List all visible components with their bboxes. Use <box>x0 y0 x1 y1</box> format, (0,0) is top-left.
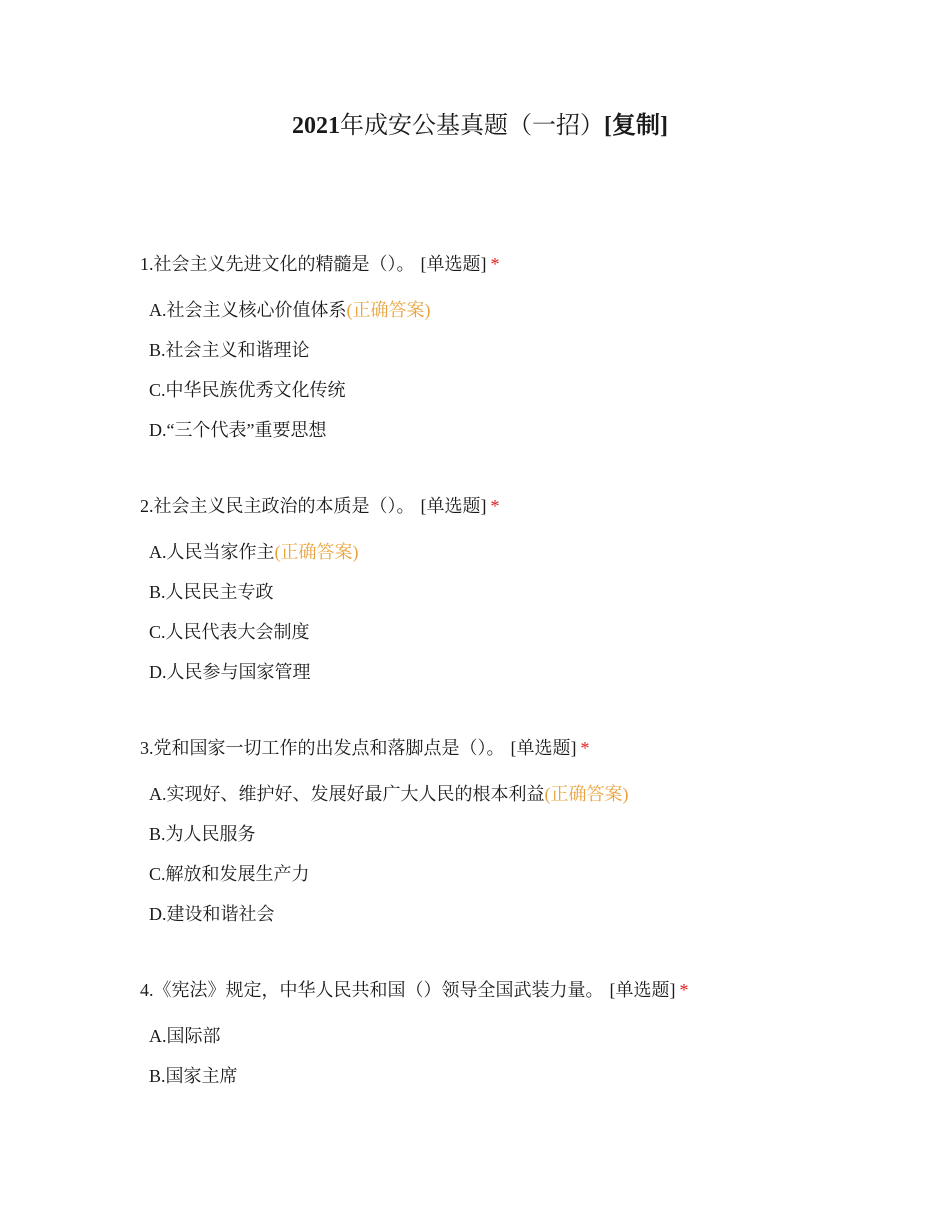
option-label: C.人民代表大会制度 <box>149 622 310 642</box>
required-asterisk: * <box>490 254 500 274</box>
question-type: [单选题] <box>420 496 487 516</box>
question-stem: 3.党和国家一切工作的出发点和落脚点是（）。 <box>140 738 505 758</box>
option-label: B.为人民服务 <box>149 824 256 844</box>
correct-answer-tag: (正确答案) <box>544 784 629 804</box>
question-type: [单选题] <box>420 254 487 274</box>
option-label: D.人民参与国家管理 <box>149 662 311 682</box>
document-title <box>0 110 950 142</box>
option-label: C.中华民族优秀文化传统 <box>149 380 346 400</box>
option-list <box>140 298 900 442</box>
option-label: B.社会主义和谐理论 <box>149 340 310 360</box>
option-c <box>149 378 900 402</box>
question-1 <box>140 252 900 442</box>
option-label: B.人民民主专政 <box>149 582 274 602</box>
correct-answer-tag: (正确答案) <box>346 300 431 320</box>
question-4 <box>140 978 900 1088</box>
question-stem: 1.社会主义先进文化的精髓是（）。 <box>140 254 415 274</box>
option-b <box>149 338 900 362</box>
question-type: [单选题] <box>609 980 676 1000</box>
option-list <box>140 782 900 926</box>
option-label: C.解放和发展生产力 <box>149 864 310 884</box>
question-text <box>140 494 900 518</box>
question-stem: 2.社会主义民主政治的本质是（）。 <box>140 496 415 516</box>
option-a <box>149 1024 900 1048</box>
option-d <box>149 418 900 442</box>
question-text <box>140 252 900 276</box>
question-text <box>140 736 900 760</box>
question-text <box>140 978 900 1002</box>
option-d <box>149 902 900 926</box>
option-label: A.实现好、维护好、发展好最广大人民的根本利益 <box>149 784 545 804</box>
question-2 <box>140 494 900 684</box>
option-d <box>149 660 900 684</box>
option-c <box>149 862 900 886</box>
option-c <box>149 620 900 644</box>
option-label: A.社会主义核心价值体系 <box>149 300 347 320</box>
option-b <box>149 1064 900 1088</box>
required-asterisk: * <box>679 980 689 1000</box>
option-label: D.建设和谐社会 <box>149 904 275 924</box>
required-asterisk: * <box>580 738 590 758</box>
title-year: 2021 <box>292 113 340 139</box>
option-a <box>149 782 900 806</box>
question-type: [单选题] <box>510 738 577 758</box>
option-label: B.国家主席 <box>149 1066 238 1086</box>
correct-answer-tag: (正确答案) <box>274 542 359 562</box>
option-list <box>140 540 900 684</box>
option-b <box>149 822 900 846</box>
option-a <box>149 540 900 564</box>
option-a <box>149 298 900 322</box>
option-b <box>149 580 900 604</box>
option-label: A.人民当家作主 <box>149 542 275 562</box>
title-main: 年成安公基真题（一招） <box>340 113 604 139</box>
required-asterisk: * <box>490 496 500 516</box>
question-stem: 4.《宪法》规定，中华人民共和国（）领导全国武装力量。 <box>140 980 604 1000</box>
copy-tag: [复制] <box>604 113 668 139</box>
option-label: A.国际部 <box>149 1026 221 1046</box>
option-list <box>140 1024 900 1088</box>
question-3 <box>140 736 900 926</box>
option-label: D.“三个代表”重要思想 <box>149 420 327 440</box>
